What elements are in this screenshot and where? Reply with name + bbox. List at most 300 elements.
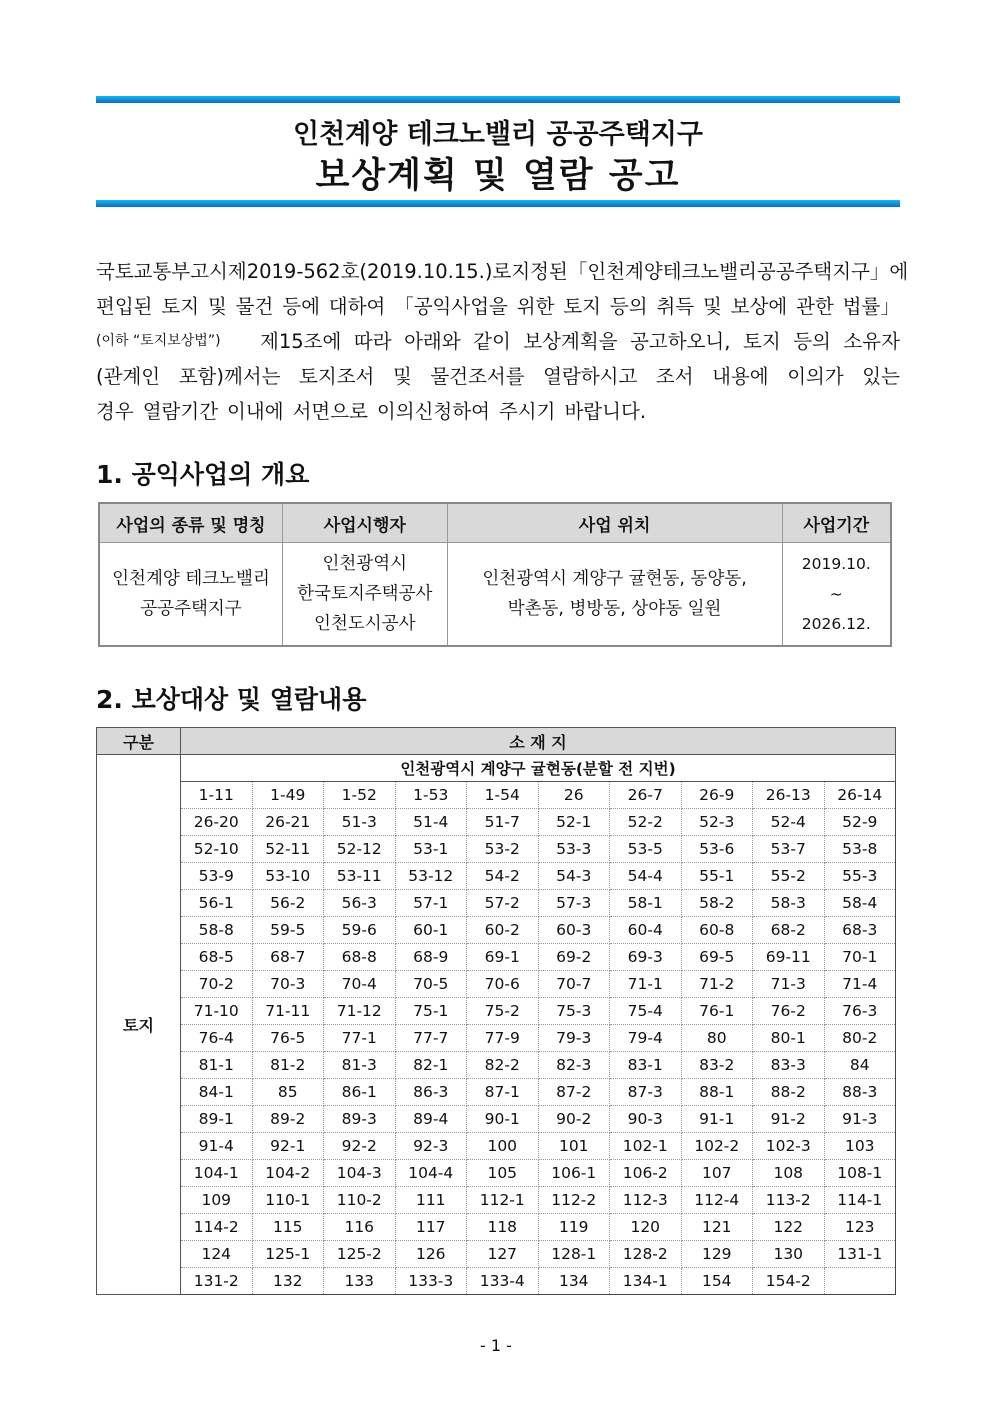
parcel-number-cell: 57-3 <box>538 890 610 917</box>
parcel-number-cell: 53-6 <box>681 836 753 863</box>
parcel-number-cell: 90-2 <box>538 1106 610 1133</box>
parcel-number-cell: 92-2 <box>324 1133 396 1160</box>
parcel-number-cell: 53-12 <box>395 863 467 890</box>
intro-word: 열람기간 <box>142 400 219 423</box>
intro-word: 보상에 <box>730 295 788 318</box>
parcel-number-cell: 58-4 <box>824 890 896 917</box>
parcel-number-cell: 53-10 <box>252 863 324 890</box>
parcel-number-cell: 133 <box>324 1268 396 1295</box>
intro-word: 경우 <box>96 400 134 423</box>
parcel-number-cell: 104-3 <box>324 1160 396 1187</box>
operator-cell <box>283 543 448 647</box>
parcel-number-cell: 84-1 <box>181 1079 253 1106</box>
intro-word: 토지조서 <box>299 365 375 388</box>
header-category: 구분 <box>97 728 181 755</box>
parcel-number-cell <box>824 1268 896 1295</box>
parcel-row <box>97 1052 896 1079</box>
intro-word: 내용에 <box>712 365 769 388</box>
parcel-number-cell: 117 <box>395 1214 467 1241</box>
operator-line: 인천광역시 <box>322 554 408 574</box>
intro-word: 제15조에 <box>260 330 342 353</box>
parcel-number-cell: 77-7 <box>395 1025 467 1052</box>
intro-paragraph <box>96 254 909 429</box>
parcel-number-cell: 132 <box>252 1268 324 1295</box>
parcel-number-cell: 87-3 <box>610 1079 682 1106</box>
intro-word: 열람하시고 <box>543 365 638 388</box>
parcel-number-cell: 82-3 <box>538 1052 610 1079</box>
parcel-number-cell: 86-3 <box>395 1079 467 1106</box>
parcel-location-row <box>97 755 896 782</box>
parcel-number-cell: 104-4 <box>395 1160 467 1187</box>
parcel-number-cell: 56-3 <box>324 890 396 917</box>
parcel-number-cell: 70-7 <box>538 971 610 998</box>
parcel-number-cell: 54-3 <box>538 863 610 890</box>
parcel-number-cell: 1-52 <box>324 782 396 809</box>
parcel-number-cell: 102-2 <box>681 1133 753 1160</box>
parcel-number-cell: 88-2 <box>753 1079 825 1106</box>
parcel-row <box>97 1187 896 1214</box>
parcel-number-cell: 1-54 <box>467 782 539 809</box>
intro-abbrev-note: (이하 “토지보상법”) <box>96 333 221 349</box>
intro-word: 테크노밸리 <box>662 260 757 283</box>
intro-word: 지정된 <box>511 260 568 283</box>
parcel-number-cell: 71-3 <box>753 971 825 998</box>
parcel-number-cell: 90-1 <box>467 1106 539 1133</box>
parcel-number-cell: 116 <box>324 1214 396 1241</box>
parcel-number-cell: 75-3 <box>538 998 610 1025</box>
intro-word: 공공주택지구」에 <box>756 260 909 283</box>
parcel-number-cell: 112-2 <box>538 1187 610 1214</box>
intro-word: 등의 <box>793 330 831 353</box>
intro-word: 이의신청하여 <box>376 400 490 423</box>
parcel-number-cell: 83-1 <box>610 1052 682 1079</box>
intro-word: 이내에 <box>227 400 284 423</box>
intro-word: 따라 <box>353 330 392 353</box>
intro-word: 같이 <box>473 330 511 353</box>
parcel-number-cell: 123 <box>824 1214 896 1241</box>
intro-word: 취득 <box>656 295 695 318</box>
parcel-number-cell: 82-1 <box>395 1052 467 1079</box>
parcel-number-cell: 127 <box>467 1241 539 1268</box>
period-separator: ~ <box>829 585 843 603</box>
parcel-number-cell: 59-6 <box>324 917 396 944</box>
parcel-number-cell: 60-4 <box>610 917 682 944</box>
parcel-number-cell: 91-2 <box>753 1106 825 1133</box>
parcel-number-cell: 154-2 <box>753 1268 825 1295</box>
parcel-number-cell: 89-4 <box>395 1106 467 1133</box>
parcel-number-cell: 68-2 <box>753 917 825 944</box>
intro-word: 및 <box>703 295 722 318</box>
parcel-number-cell: 106-2 <box>610 1160 682 1187</box>
parcel-number-cell: 52-11 <box>252 836 324 863</box>
parcel-number-cell: 58-1 <box>610 890 682 917</box>
parcel-number-cell: 70-4 <box>324 971 396 998</box>
parcel-number-cell: 79-3 <box>538 1025 610 1052</box>
header-project-name: 사업의 종류 및 명칭 <box>99 503 283 543</box>
parcel-number-cell: 60-1 <box>395 917 467 944</box>
parcel-number-cell: 71-1 <box>610 971 682 998</box>
parcel-table <box>96 727 896 1295</box>
parcel-number-cell: 26-21 <box>252 809 324 836</box>
parcel-number-cell: 92-3 <box>395 1133 467 1160</box>
parcel-number-cell: 112-3 <box>610 1187 682 1214</box>
period-end: 2026.12. <box>801 615 871 633</box>
intro-word: 및 <box>207 295 227 318</box>
parcel-number-cell: 70-2 <box>181 971 253 998</box>
parcel-number-cell: 26-14 <box>824 782 896 809</box>
parcel-number-cell: 114-1 <box>824 1187 896 1214</box>
parcel-number-cell: 53-3 <box>538 836 610 863</box>
parcel-number-cell: 104-2 <box>252 1160 324 1187</box>
parcel-number-cell: 89-1 <box>181 1106 253 1133</box>
parcel-number-cell: 107 <box>681 1160 753 1187</box>
title-rule-bottom <box>96 200 900 207</box>
parcel-number-cell: 59-5 <box>252 917 324 944</box>
parcel-number-cell: 26-13 <box>753 782 825 809</box>
parcel-row <box>97 809 896 836</box>
page-number: - 1 - <box>480 1336 512 1355</box>
parcel-row <box>97 836 896 863</box>
parcel-number-cell: 57-1 <box>395 890 467 917</box>
parcel-number-cell: 92-1 <box>252 1133 324 1160</box>
intro-line-4 <box>96 359 900 394</box>
parcel-number-cell: 80 <box>681 1025 753 1052</box>
parcel-number-cell: 53-7 <box>753 836 825 863</box>
parcel-number-cell: 108-1 <box>824 1160 896 1187</box>
parcel-number-cell: 53-9 <box>181 863 253 890</box>
parcel-row <box>97 1106 896 1133</box>
parcel-number-cell: 56-2 <box>252 890 324 917</box>
parcel-location: 인천광역시 계양구 귤현동(분할 전 지번) <box>181 755 896 782</box>
parcel-number-cell: 84 <box>824 1052 896 1079</box>
parcel-row <box>97 1214 896 1241</box>
parcel-number-cell: 75-1 <box>395 998 467 1025</box>
parcel-row <box>97 782 896 809</box>
parcel-number-cell: 130 <box>753 1241 825 1268</box>
operator-line: 한국토지주택공사 <box>297 584 433 604</box>
parcel-number-cell: 70-1 <box>824 944 896 971</box>
parcel-row <box>97 1160 896 1187</box>
parcel-number-cell: 68-7 <box>252 944 324 971</box>
parcel-number-cell: 76-5 <box>252 1025 324 1052</box>
parcel-number-cell: 114-2 <box>181 1214 253 1241</box>
intro-word: 국토교통부 <box>96 260 191 283</box>
parcel-number-cell: 69-11 <box>753 944 825 971</box>
parcel-number-cell: 69-5 <box>681 944 753 971</box>
intro-line-1 <box>96 254 909 289</box>
parcel-row <box>97 1268 896 1295</box>
parcel-number-cell: 68-8 <box>324 944 396 971</box>
parcel-number-cell: 91-4 <box>181 1133 253 1160</box>
parcel-number-cell: 105 <box>467 1160 539 1187</box>
parcel-number-cell: 68-9 <box>395 944 467 971</box>
parcel-number-cell: 128-2 <box>610 1241 682 1268</box>
location-line: 인천광역시 계양구 귤현동, 동양동, <box>482 569 747 589</box>
header-location: 사업 위치 <box>447 503 782 543</box>
intro-line-3-words <box>260 324 900 359</box>
parcel-number-cell: 100 <box>467 1133 539 1160</box>
intro-word: 소유자 <box>843 330 900 353</box>
intro-word: 및 <box>392 365 412 388</box>
title-line-1: 인천계양 테크노밸리 공공주택지구 <box>292 119 704 150</box>
parcel-number-cell: 52-9 <box>824 809 896 836</box>
parcel-number-cell: 77-9 <box>467 1025 539 1052</box>
parcel-number-cell: 124 <box>181 1241 253 1268</box>
parcel-number-cell: 58-2 <box>681 890 753 917</box>
intro-word: 서면으로 <box>292 400 368 423</box>
parcel-number-cell: 109 <box>181 1187 253 1214</box>
parcel-number-cell: 71-10 <box>181 998 253 1025</box>
parcel-number-cell: 70-3 <box>252 971 324 998</box>
period-start: 2019.10. <box>801 555 871 573</box>
parcel-number-cell: 90-3 <box>610 1106 682 1133</box>
parcel-number-cell: 89-3 <box>324 1106 396 1133</box>
parcel-number-cell: 1-11 <box>181 782 253 809</box>
parcel-number-cell: 154 <box>681 1268 753 1295</box>
parcel-number-cell: 52-4 <box>753 809 825 836</box>
parcel-number-cell: 1-49 <box>252 782 324 809</box>
parcel-number-cell: 131-2 <box>181 1268 253 1295</box>
overview-header-row <box>99 503 891 543</box>
parcel-number-cell: 80-1 <box>753 1025 825 1052</box>
parcel-number-cell: 76-3 <box>824 998 896 1025</box>
intro-word: 토지 <box>563 295 601 318</box>
intro-word: 제2019-562호(2019.10.15.)로 <box>227 260 512 283</box>
title-line-2: 보상계획 및 열람 공고 <box>315 156 681 196</box>
category-land: 토지 <box>97 755 181 1295</box>
section-1-heading: 1. 공익사업의 개요 <box>96 460 310 489</box>
parcel-number-cell: 68-3 <box>824 917 896 944</box>
parcel-number-cell: 111 <box>395 1187 467 1214</box>
project-overview-table <box>98 502 892 647</box>
parcel-number-cell: 26-20 <box>181 809 253 836</box>
intro-word: 조서 <box>655 365 694 388</box>
intro-word: 있는 <box>862 365 900 388</box>
intro-word: 토지 <box>161 295 200 318</box>
parcel-number-cell: 134 <box>538 1268 610 1295</box>
parcel-number-cell: 112-4 <box>681 1187 753 1214</box>
parcel-row <box>97 1241 896 1268</box>
parcel-number-cell: 71-4 <box>824 971 896 998</box>
intro-word: 등에 <box>282 295 320 318</box>
intro-word: 아래와 <box>404 330 461 353</box>
parcel-number-cell: 110-2 <box>324 1187 396 1214</box>
overview-data-row <box>99 543 891 647</box>
parcel-number-cell: 77-1 <box>324 1025 396 1052</box>
parcel-number-cell: 86-1 <box>324 1079 396 1106</box>
parcel-number-cell: 54-2 <box>467 863 539 890</box>
intro-word: 공고하오니, <box>630 330 731 353</box>
parcel-number-cell: 133-4 <box>467 1268 539 1295</box>
parcel-header-row <box>97 728 896 755</box>
parcel-number-cell: 85 <box>252 1079 324 1106</box>
intro-word: 법률」 <box>842 295 900 318</box>
parcel-row <box>97 1025 896 1052</box>
parcel-number-cell: 80-2 <box>824 1025 896 1052</box>
parcel-number-cell: 52-3 <box>681 809 753 836</box>
parcel-number-cell: 60-8 <box>681 917 753 944</box>
intro-word: 등의 <box>609 295 648 318</box>
parcel-number-cell: 87-1 <box>467 1079 539 1106</box>
parcel-number-cell: 118 <box>467 1214 539 1241</box>
parcel-number-cell: 56-1 <box>181 890 253 917</box>
parcel-number-cell: 55-2 <box>753 863 825 890</box>
parcel-number-cell: 112-1 <box>467 1187 539 1214</box>
parcel-number-cell: 51-3 <box>324 809 396 836</box>
parcel-number-cell: 53-2 <box>467 836 539 863</box>
title-rule-top <box>96 96 900 103</box>
parcel-number-cell: 121 <box>681 1214 753 1241</box>
parcel-number-cell: 103 <box>824 1133 896 1160</box>
intro-word: 바랍니다. <box>564 400 647 423</box>
intro-word: 토지 <box>742 330 781 353</box>
parcel-number-cell: 1-53 <box>395 782 467 809</box>
intro-word: 「인천계양 <box>567 260 663 283</box>
parcel-number-cell: 53-1 <box>395 836 467 863</box>
parcel-number-cell: 58-8 <box>181 917 253 944</box>
parcel-number-cell: 88-1 <box>681 1079 753 1106</box>
parcel-number-cell: 81-1 <box>181 1052 253 1079</box>
parcel-number-cell: 26 <box>538 782 610 809</box>
project-name-cell <box>99 543 283 647</box>
parcel-number-cell: 131-1 <box>824 1241 896 1268</box>
parcel-number-cell: 106-1 <box>538 1160 610 1187</box>
parcel-number-cell: 52-2 <box>610 809 682 836</box>
intro-word: 보상계획을 <box>523 330 618 353</box>
parcel-number-cell: 51-7 <box>467 809 539 836</box>
parcel-number-cell: 79-4 <box>610 1025 682 1052</box>
intro-word: 주시기 <box>498 400 556 423</box>
parcel-number-cell: 81-2 <box>252 1052 324 1079</box>
intro-word: 대하여 <box>328 295 386 318</box>
parcel-number-cell: 71-11 <box>252 998 324 1025</box>
parcel-number-cell: 110-1 <box>252 1187 324 1214</box>
parcel-number-cell: 75-4 <box>610 998 682 1025</box>
parcel-number-cell: 76-4 <box>181 1025 253 1052</box>
intro-word: 「공익사업을 <box>394 295 508 318</box>
parcel-number-cell: 83-3 <box>753 1052 825 1079</box>
parcel-number-cell: 71-2 <box>681 971 753 998</box>
parcel-number-cell: 101 <box>538 1133 610 1160</box>
parcel-number-cell: 82-2 <box>467 1052 539 1079</box>
parcel-number-cell: 52-10 <box>181 836 253 863</box>
parcel-number-cell: 129 <box>681 1241 753 1268</box>
parcel-number-cell: 88-3 <box>824 1079 896 1106</box>
parcel-number-cell: 54-4 <box>610 863 682 890</box>
parcel-number-cell: 53-8 <box>824 836 896 863</box>
parcel-number-cell: 75-2 <box>467 998 539 1025</box>
parcel-number-cell: 128-1 <box>538 1241 610 1268</box>
parcel-row <box>97 944 896 971</box>
parcel-number-cell: 55-3 <box>824 863 896 890</box>
project-name-line: 공공주택지구 <box>140 599 242 619</box>
intro-line-2 <box>96 289 900 324</box>
parcel-number-cell: 81-3 <box>324 1052 396 1079</box>
parcel-number-cell: 26-7 <box>610 782 682 809</box>
parcel-row <box>97 1079 896 1106</box>
parcel-number-cell: 102-3 <box>753 1133 825 1160</box>
parcel-number-cell: 58-3 <box>753 890 825 917</box>
intro-word: 위한 <box>516 295 555 318</box>
operator-line: 인천도시공사 <box>314 614 416 634</box>
parcel-row <box>97 890 896 917</box>
parcel-number-cell: 53-5 <box>610 836 682 863</box>
parcel-number-cell: 120 <box>610 1214 682 1241</box>
parcel-number-cell: 26-9 <box>681 782 753 809</box>
parcel-number-cell: 125-1 <box>252 1241 324 1268</box>
intro-word: 고시 <box>190 260 228 283</box>
parcel-number-cell: 115 <box>252 1214 324 1241</box>
parcel-number-cell: 51-4 <box>395 809 467 836</box>
parcel-number-cell: 52-12 <box>324 836 396 863</box>
intro-word: 관한 <box>796 295 834 318</box>
parcel-row <box>97 917 896 944</box>
parcel-number-cell: 69-2 <box>538 944 610 971</box>
intro-line-5 <box>96 394 900 429</box>
parcel-number-cell: 57-2 <box>467 890 539 917</box>
parcel-number-cell: 125-2 <box>324 1241 396 1268</box>
parcel-number-cell: 83-2 <box>681 1052 753 1079</box>
header-period: 사업기간 <box>782 503 891 543</box>
period-cell <box>782 543 891 647</box>
parcel-number-cell: 76-2 <box>753 998 825 1025</box>
parcel-row <box>97 998 896 1025</box>
parcel-number-cell: 87-2 <box>538 1079 610 1106</box>
header-site: 소 재 지 <box>181 728 896 755</box>
parcel-number-cell: 60-3 <box>538 917 610 944</box>
intro-word: 이의가 <box>787 365 844 388</box>
intro-word: 물건조서를 <box>430 365 525 388</box>
section-2-heading: 2. 보상대상 및 열람내용 <box>96 685 367 714</box>
intro-word: 물건 <box>235 295 274 318</box>
parcel-row <box>97 863 896 890</box>
parcel-number-cell: 102-1 <box>610 1133 682 1160</box>
parcel-number-cell: 134-1 <box>610 1268 682 1295</box>
parcel-row <box>97 1133 896 1160</box>
intro-line-3 <box>96 324 900 359</box>
intro-word: 포함)께서는 <box>178 365 281 388</box>
parcel-number-cell: 68-5 <box>181 944 253 971</box>
parcel-number-cell: 108 <box>753 1160 825 1187</box>
parcel-number-cell: 53-11 <box>324 863 396 890</box>
parcel-number-cell: 91-1 <box>681 1106 753 1133</box>
intro-word: 편입된 <box>96 295 153 318</box>
parcel-number-cell: 70-6 <box>467 971 539 998</box>
parcel-number-cell: 69-1 <box>467 944 539 971</box>
location-line: 박촌동, 병방동, 상야동 일원 <box>507 599 722 619</box>
parcel-number-cell: 119 <box>538 1214 610 1241</box>
parcel-number-cell: 60-2 <box>467 917 539 944</box>
location-cell <box>447 543 782 647</box>
parcel-number-cell: 52-1 <box>538 809 610 836</box>
parcel-number-cell: 104-1 <box>181 1160 253 1187</box>
parcel-row <box>97 971 896 998</box>
parcel-number-cell: 133-3 <box>395 1268 467 1295</box>
parcel-number-cell: 76-1 <box>681 998 753 1025</box>
parcel-number-cell: 55-1 <box>681 863 753 890</box>
parcel-number-cell: 91-3 <box>824 1106 896 1133</box>
parcel-number-cell: 113-2 <box>753 1187 825 1214</box>
project-name-line: 인천계양 테크노밸리 <box>112 569 270 589</box>
parcel-number-cell: 126 <box>395 1241 467 1268</box>
parcel-number-cell: 122 <box>753 1214 825 1241</box>
parcel-number-cell: 70-5 <box>395 971 467 998</box>
parcel-number-cell: 71-12 <box>324 998 396 1025</box>
header-operator: 사업시행자 <box>283 503 448 543</box>
intro-word: (관계인 <box>96 365 161 388</box>
parcel-number-cell: 89-2 <box>252 1106 324 1133</box>
parcel-number-cell: 69-3 <box>610 944 682 971</box>
